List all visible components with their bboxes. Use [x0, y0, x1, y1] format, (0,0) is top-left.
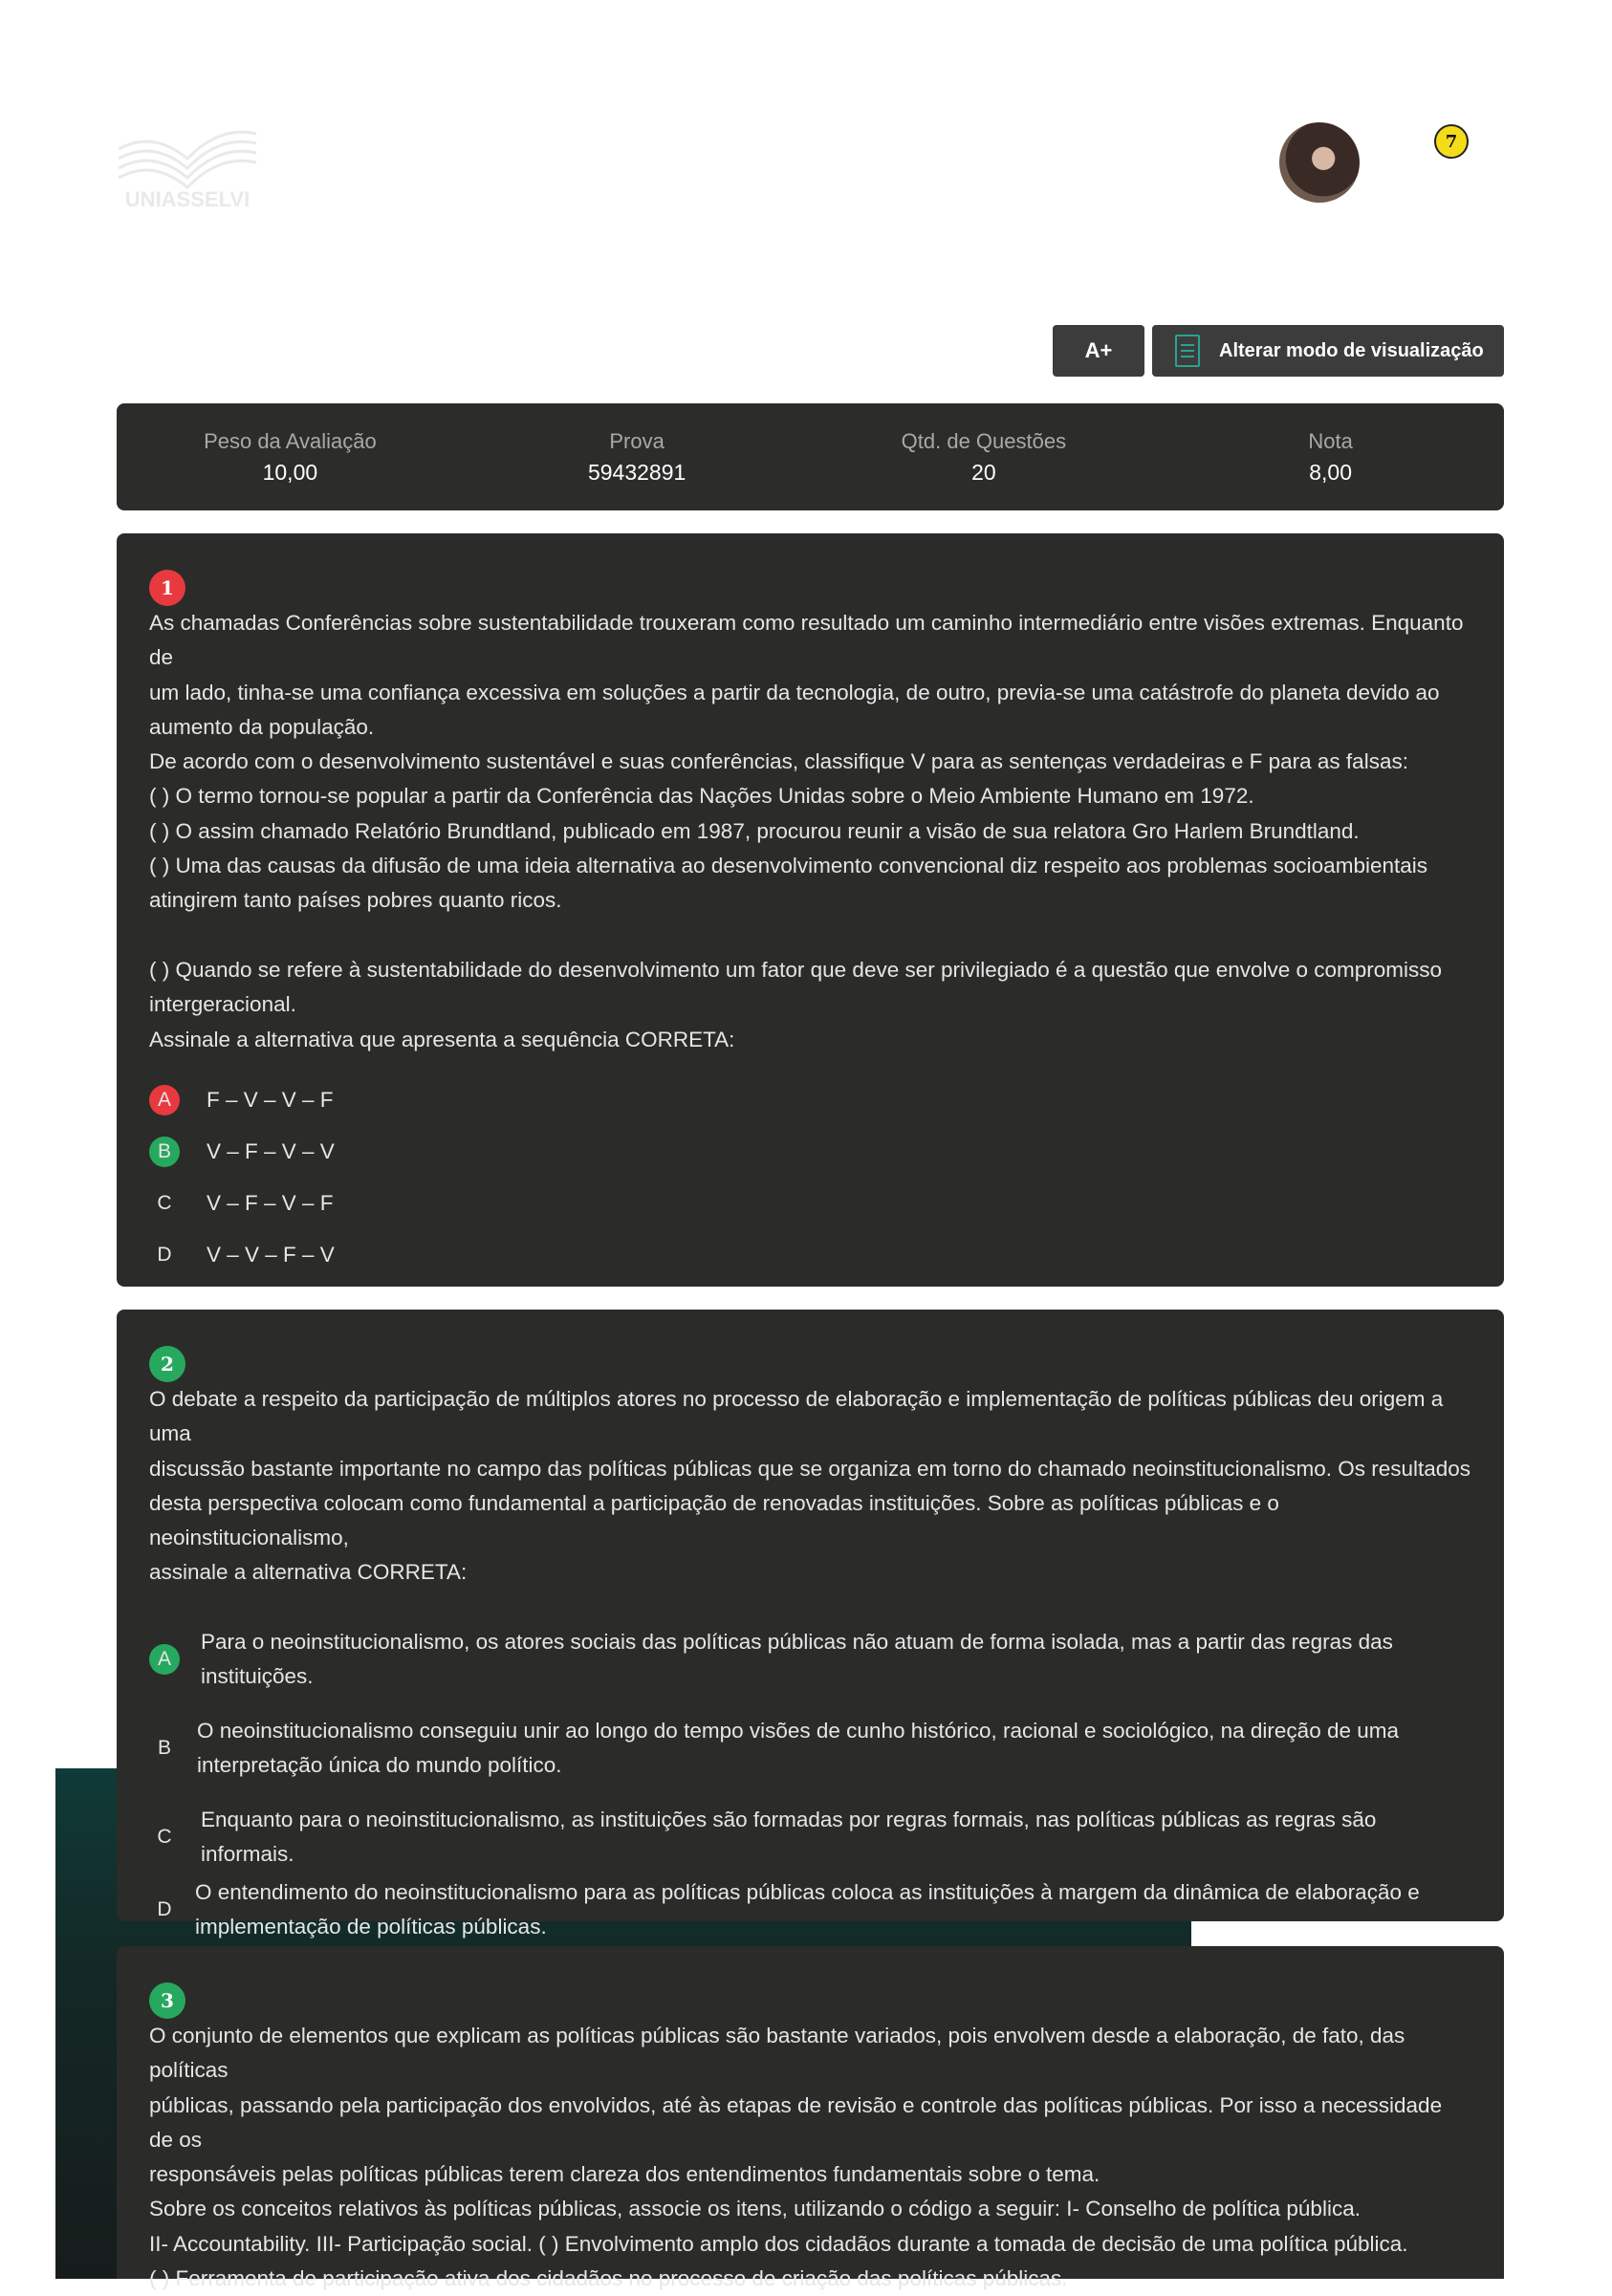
summary-label: Nota	[1308, 428, 1353, 453]
option-letter: A	[149, 1085, 180, 1116]
summary-value: 20	[971, 459, 996, 485]
question-statement: As chamadas Conferências sobre sustentabilidade trouxeram como resultado um caminho intermediário entre visões extremas. Enquanto de um lado, tinha-se uma confiança excessiva em soluções a partir da tecnologia, de outro, previa-se uma catástrofe do planeta devido ao aumento da população. De acordo com o desenvolvimento sustentável e suas conferências, classifique V para as sentenças verdadeiras e F para as falsas: ( ) O termo tornou-se popular a partir da Conferência das Nações Unidas sobre o Meio Ambiente Humano em 1972. ( ) O assim chamado Relatório Brundtland, publicado em 1987, procurou reunir a visão de sua relatora Gro Harlem Brundtland. ( ) Uma das causas da difusão de uma ideia alternativa ao desenvolvimento convencional diz respeito aos problemas socioambientais atingirem tanto países pobres quanto ricos. ( ) Quando se refere à sustentabilidade do desenvolvimento um fator que deve ser privilegiado é a questão que envolve o compromisso intergeracional. Assinale a alternativa que apresenta a sequência CORRETA:	[149, 611, 1464, 1051]
option-text: V – F – V – F	[207, 1190, 334, 1215]
answer-option[interactable]	[149, 1705, 1471, 1791]
question-number-badge: 2	[149, 1346, 185, 1382]
font-size-button[interactable]: A+	[1053, 325, 1144, 377]
document-icon	[1175, 335, 1200, 367]
option-text: Enquanto para o neoinstitucionalismo, as instituições são formadas por regras formais, nas políticas públicas as regras são informais.	[201, 1807, 1377, 1866]
question-number-badge: 3	[149, 1982, 185, 2019]
option-letter: D	[157, 1897, 172, 1920]
summary-weight	[117, 403, 464, 510]
option-text: Para o neoinstitucionalismo, os atores sociais das políticas públicas não atuam de forma isolada, mas a partir das regras das instituições.	[201, 1629, 1393, 1688]
option-letter: D	[157, 1243, 172, 1266]
user-avatar[interactable]	[1279, 122, 1360, 203]
option-letter: A	[149, 1644, 180, 1675]
answer-option[interactable]	[149, 1229, 1471, 1281]
answer-option[interactable]	[149, 1874, 1471, 1946]
summary-value: 10,00	[262, 459, 318, 485]
option-text: V – F – V – V	[207, 1138, 335, 1163]
summary-label: Prova	[609, 428, 664, 453]
question-card	[117, 533, 1504, 1287]
option-text: O neoinstitucionalismo conseguiu unir ao longo do tempo visões de cunho histórico, racional e sociológico, na direção de uma interpretação única do mundo político.	[197, 1718, 1400, 1777]
summary-exam	[464, 403, 811, 510]
option-text: V – V – F – V	[207, 1242, 335, 1267]
question-statement: O conjunto de elementos que explicam as políticas públicas são bastante variados, pois envolvem desde a elaboração, de fato, das políticas públicas, passando pela participação dos envolvidos, até às etapas de revisão e controle das políticas públicas. Por isso a necessidade de os responsáveis pelas políticas públicas terem clareza dos entendimentos fundamentais sobre o tema. Sobre os conceitos relativos às políticas públicas, associe os itens, utilizando o código a seguir: I- Conselho de política pública. II- Accountability. III- Participação social. ( ) Envolvimento amplo dos cidadãos durante a tomada de decisão de uma política pública. ( ) Ferramenta de participação ativa dos cidadãos no processo de criação das políticas públicas.	[149, 2024, 1443, 2291]
summary-grade	[1157, 403, 1504, 510]
brand-logo	[115, 120, 260, 212]
summary-label: Peso da Avaliação	[204, 428, 377, 453]
summary-question-count	[811, 403, 1158, 510]
answer-option[interactable]	[149, 1807, 1471, 1866]
view-mode-button[interactable]	[1152, 325, 1504, 377]
question-statement: O debate a respeito da participação de múltiplos atores no processo de elaboração e implementação de políticas públicas deu origem a uma discussão bastante importante no campo das políticas públicas que se organiza em torno do chamado neoinstitucionalismo. Os resultados desta perspectiva colocam como fundamental a participação de renovadas instituições. Sobre as políticas públicas e o neoinstitucionalismo, assinale a alternativa CORRETA:	[149, 1387, 1471, 1585]
view-mode-label: Alterar modo de visualização	[1219, 339, 1484, 361]
summary-value: 59432891	[587, 459, 686, 485]
question-card	[117, 1310, 1504, 1939]
assessment-summary	[117, 403, 1504, 510]
question-card	[117, 1946, 1504, 2291]
answer-option[interactable]	[149, 1074, 1471, 1126]
option-text: F – V – V – F	[207, 1087, 334, 1112]
option-letter: B	[157, 1736, 171, 1759]
summary-label: Qtd. de Questões	[901, 428, 1067, 453]
option-letter: B	[149, 1137, 180, 1167]
option-letter: C	[157, 1191, 172, 1214]
option-text: O entendimento do neoinstitucionalismo para as políticas públicas coloca as instituições à margem da dinâmica de elaboração e implementação de políticas públicas.	[195, 1879, 1420, 1939]
summary-value: 8,00	[1309, 459, 1352, 485]
brand-name: UNIASSELVI	[124, 187, 251, 211]
answer-option[interactable]	[149, 1623, 1471, 1696]
notification-badge[interactable]: 7	[1434, 124, 1469, 159]
answer-option[interactable]	[149, 1126, 1471, 1178]
option-letter: C	[157, 1825, 172, 1848]
answer-option[interactable]	[149, 1178, 1471, 1229]
question-number-badge: 1	[149, 570, 185, 606]
